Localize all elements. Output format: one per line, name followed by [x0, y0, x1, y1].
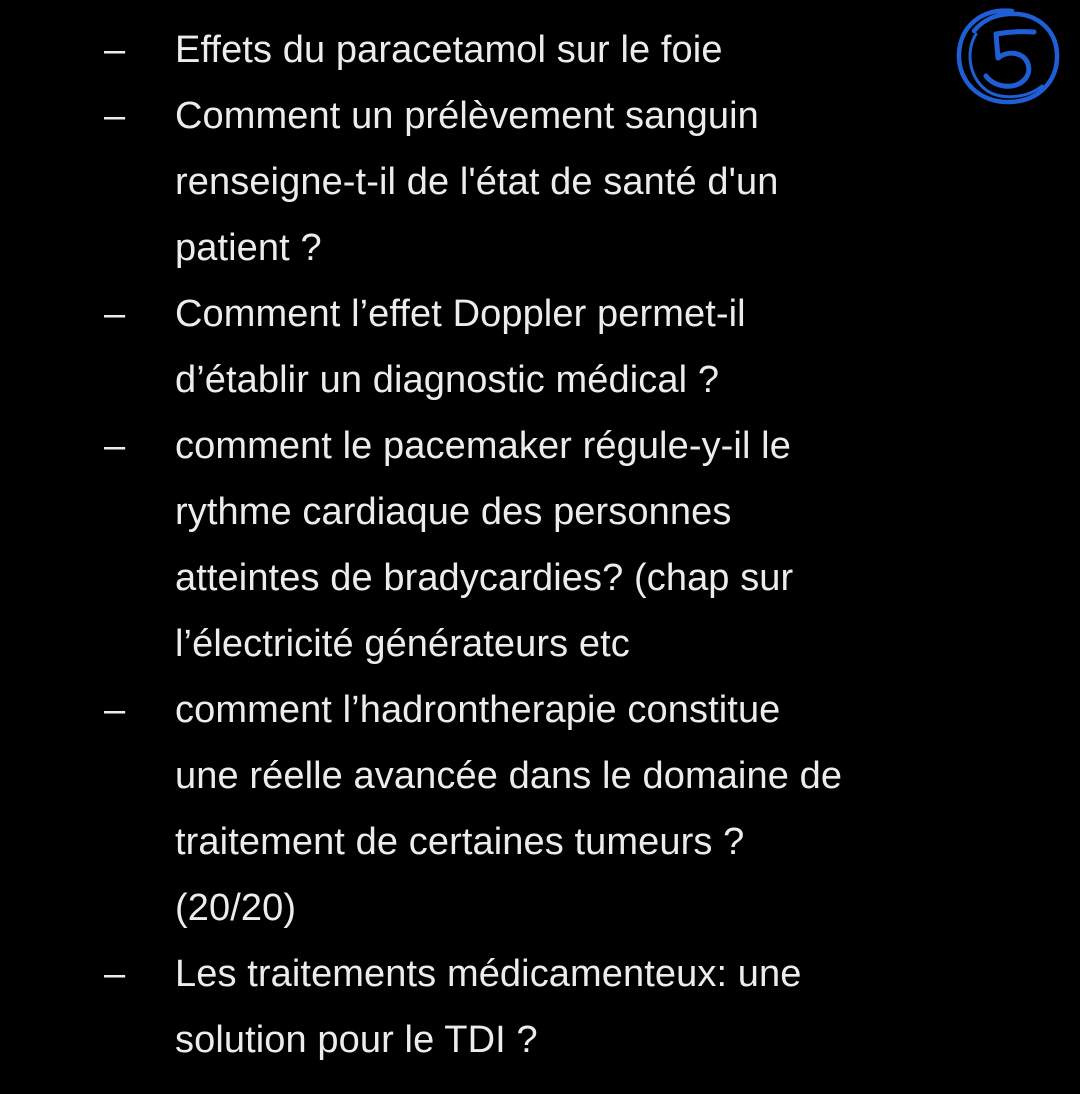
bullet-dash: – — [104, 425, 126, 467]
list-item — [0, 413, 1080, 677]
list-item — [0, 941, 1080, 1073]
bullet-dash: – — [104, 29, 126, 71]
list-item — [0, 17, 1080, 83]
topic-text: comment l’hadrontherapie constitue une réelle avancée dans le domaine de traitement de certaines tumeurs ? (20/20) — [175, 689, 843, 929]
topic-text: comment le pacemaker régule-y-il le rythme cardiaque des personnes atteintes de bradycardies? (chap sur l’électricité générateurs etc — [175, 425, 794, 665]
topic-text: Les traitements médicamenteux: une solution pour le TDI ? — [175, 953, 802, 1061]
topic-text: Comment un prélèvement sanguin renseigne-t-il de l'état de santé d'un patient ? — [175, 95, 779, 269]
list-item — [0, 677, 1080, 941]
circled-page-number-icon — [952, 4, 1064, 108]
topic-text: Effets du paracetamol sur le foie — [175, 29, 723, 71]
bullet-dash: – — [104, 953, 126, 995]
topics-list — [0, 17, 1080, 1073]
list-item — [0, 83, 1080, 281]
bullet-dash: – — [104, 95, 126, 137]
list-item — [0, 281, 1080, 413]
bullet-dash: – — [104, 293, 126, 335]
bullet-dash: – — [104, 689, 126, 731]
topic-text: Comment l’effet Doppler permet-il d’établir un diagnostic médical ? — [175, 293, 746, 401]
